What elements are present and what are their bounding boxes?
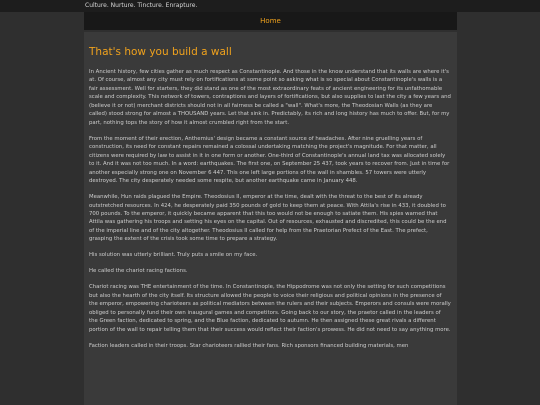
- article-paragraph: Faction leaders called in their troops. Star charioteers rallied their fans. Rich sponsors financed building materials, men: [89, 342, 409, 349]
- article-paragraph: From the moment of their erection, Anthemius' design became a constant source of headaches. After nine gruelling years of construction, its need for constant repairs remained a colossal undertaking matching the project's magnitude. For that matter, all citizens were required by law to assist in it in one form or another. One-third of Constantinople's annual land tax was allocated solely to it. And it was not too much. In a word: earthquakes. The first one, on September 25 437, took years to recover from. Just in time for another especially strong one on November 6 447. This one left large portions of the wall in shambles. 57 towers were utterly destroyed. The city desperately needed some respite, but another earthquake came in January 448.: [89, 135, 450, 185]
- article-paragraph: In Ancient history, few cities gather as much respect as Constantinople. And those in the know understand that its walls are where it's at. Of course, almost any city must rely on fortifications at some point so asking what is so special about Constantinople's walls is a fair assessment. Well for starters, they did stand as one of the most extraordinary feats of ancient engineering for its unfathomable scale and complexity. This network of towers, contraptions and layers of fortifications, but also supplies to last the city a few years and (believe it or not) merchant districts should not in all fairness be called a "wall". What's more, the Theodosian Walls (as they are called) stood strong for almost a THOUSAND years. Let that sink in. Predictably, its rich and long history has much to offer. But, for my part, nothing tops the story of how it almost crumbled right from the start.: [89, 69, 451, 126]
- nav-bar: [84, 12, 457, 30]
- article-paragraph: His solution was utterly brilliant. Truly puts a smile on my face.: [89, 252, 258, 259]
- article-body: [89, 46, 451, 358]
- nav-home-link[interactable]: Home: [260, 17, 281, 25]
- top-bar: [0, 0, 540, 12]
- article-paragraph: He called the chariot racing factions.: [89, 268, 188, 275]
- article-paragraph: Chariot racing was THE entertainment of the time. In Constantinople, the Hippodrome was not only the setting for such competitions but also the hearth of the city itself. Its structure allowed the people to voice their religious and political opinions in the presence of the emperor, empowering charioteers as political mediators between the rulers and their subjects. Emperors and consuls were morally obliged to personally fund their own inaugural games and competitors. Going back to our story, the praetor called in the leaders of the Green faction, dedicated to spring, and the Blue faction, dedicated to autumn. He then assigned these great rivals a different portion of the wall to repair telling them that their success would reflect their faction's prowess. He did not need to say anything more.: [89, 284, 451, 333]
- site-tagline: Culture. Nurture. Tincture. Enrapture.: [85, 2, 198, 9]
- article-paragraph: Meanwhile, Hun raids plagued the Empire. Theodosius II, emperor at the time, dealt with the threat to the best of its already outstretched resources. In 424, he desperately paid 350 pounds of gold to keep them at peace. With Attila's rise in 433, it doubled to 700 pounds. To the emperor, it quickly became apparent that this too would not be enough to satiate them. His spies warned that Attila was gathering his troops and setting his eyes on the capital. Out of resources, exhausted and discredited, this could be the end of the imperial line and of the city altogether. Theodosius II called for help from the Praetorian Prefect of the East. The prefect, grasping the extent of the crisis took some time to prepare a strategy.: [89, 194, 447, 243]
- article-container: [84, 32, 457, 405]
- article-title: That's how you build a wall: [89, 46, 232, 58]
